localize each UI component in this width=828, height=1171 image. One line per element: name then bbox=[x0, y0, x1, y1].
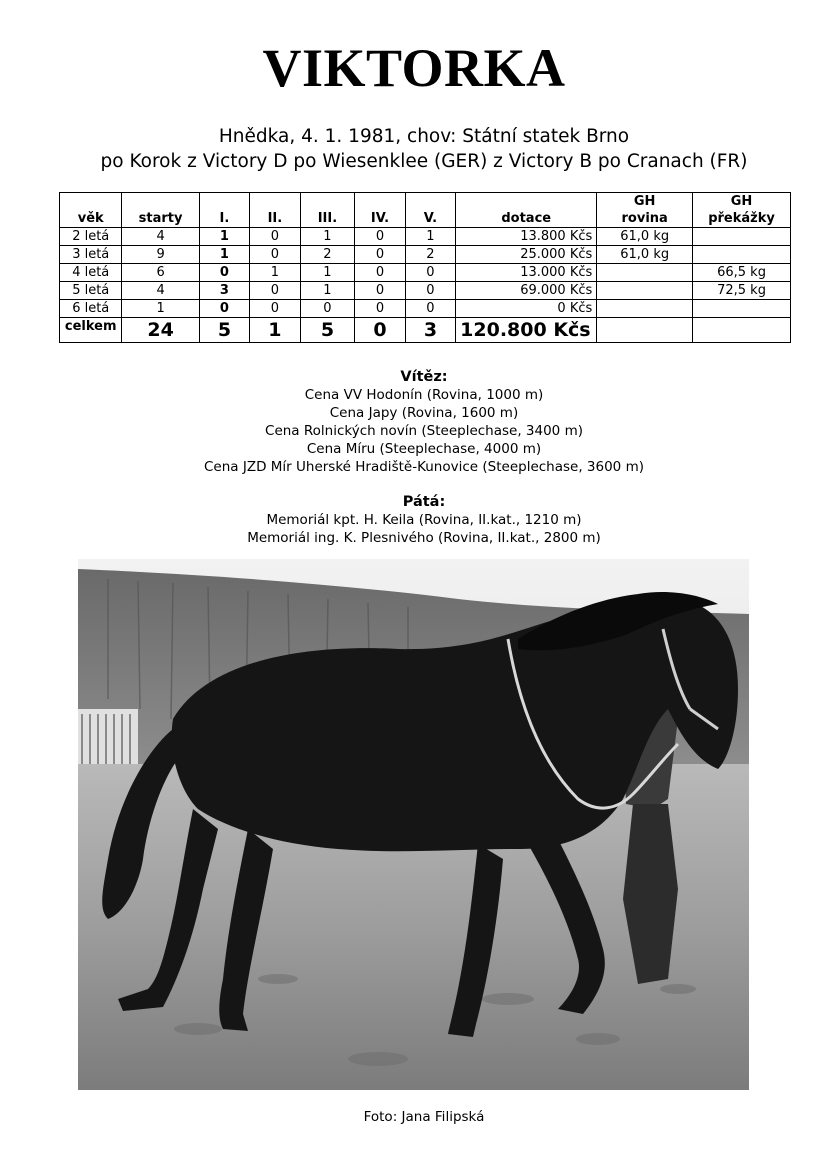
col-gh-hurdles-sub: překážky bbox=[708, 211, 775, 226]
cell-second: 0 bbox=[250, 282, 300, 300]
total-label: celkem bbox=[60, 318, 122, 343]
cell-starts: 9 bbox=[122, 246, 199, 264]
winner-section bbox=[0, 368, 828, 476]
cell-third: 2 bbox=[300, 246, 355, 264]
cell-third: 1 bbox=[300, 282, 355, 300]
cell-fifth: 0 bbox=[405, 264, 455, 282]
total-prize: 120.800 Kčs bbox=[456, 318, 597, 343]
cell-fourth: 0 bbox=[355, 282, 405, 300]
fifth-heading: Pátá: bbox=[402, 494, 446, 510]
horse-birth-breeder: Hnědka, 4. 1. 1981, chov: Státní statek Brno bbox=[218, 126, 630, 147]
table-row bbox=[60, 264, 791, 282]
cell-first: 1 bbox=[199, 246, 249, 264]
winner-race: Cena Japy (Rovina, 1600 m) bbox=[329, 405, 519, 421]
horse-photo-drawing bbox=[78, 559, 749, 1090]
cell-fifth: 1 bbox=[405, 228, 455, 246]
race-statistics-table bbox=[59, 192, 791, 343]
total-gh-flat bbox=[597, 318, 693, 343]
cell-prize: 69.000 Kčs bbox=[456, 282, 597, 300]
table-row bbox=[60, 282, 791, 300]
cell-third: 0 bbox=[300, 300, 355, 318]
cell-prize: 13.000 Kčs bbox=[456, 264, 597, 282]
col-age: věk bbox=[60, 193, 122, 228]
col-gh-hurdles: GH překážky bbox=[693, 193, 791, 228]
table-row bbox=[60, 228, 791, 246]
total-third: 5 bbox=[300, 318, 355, 343]
col-gh-flat-sub: rovina bbox=[621, 211, 668, 226]
cell-gh-hurdles: 66,5 kg bbox=[693, 264, 791, 282]
cell-prize: 0 Kčs bbox=[456, 300, 597, 318]
cell-starts: 1 bbox=[122, 300, 199, 318]
horse-pedigree: po Korok z Victory D po Wiesenklee (GER) z Victory B po Cranach (FR) bbox=[100, 151, 748, 172]
cell-age: 6 letá bbox=[60, 300, 122, 318]
total-fifth: 3 bbox=[405, 318, 455, 343]
col-fifth: V. bbox=[405, 193, 455, 228]
col-gh-flat: GH rovina bbox=[597, 193, 693, 228]
winner-race: Cena VV Hodonín (Rovina, 1000 m) bbox=[304, 387, 544, 403]
total-starts: 24 bbox=[122, 318, 199, 343]
cell-fourth: 0 bbox=[355, 300, 405, 318]
winner-race: Cena Míru (Steeplechase, 4000 m) bbox=[306, 441, 542, 457]
fifth-place-section bbox=[0, 493, 828, 547]
cell-third: 1 bbox=[300, 228, 355, 246]
photo-credit: Foto: Jana Filipská bbox=[363, 1109, 485, 1125]
total-gh-hurdles bbox=[693, 318, 791, 343]
horse-name-title: VIKTORKA bbox=[262, 38, 566, 98]
total-second: 1 bbox=[250, 318, 300, 343]
cell-third: 1 bbox=[300, 264, 355, 282]
cell-gh-flat: 61,0 kg bbox=[597, 246, 693, 264]
col-second: II. bbox=[250, 193, 300, 228]
cell-prize: 25.000 Kčs bbox=[456, 246, 597, 264]
fifth-race: Memoriál kpt. H. Keila (Rovina, II.kat., 1210 m) bbox=[266, 512, 582, 528]
table-header-row bbox=[60, 193, 791, 228]
cell-first: 3 bbox=[199, 282, 249, 300]
col-fourth: IV. bbox=[355, 193, 405, 228]
cell-second: 0 bbox=[250, 300, 300, 318]
fifth-race: Memoriál ing. K. Plesnivého (Rovina, II.kat., 2800 m) bbox=[247, 530, 601, 546]
col-first: I. bbox=[199, 193, 249, 228]
cell-starts: 4 bbox=[122, 282, 199, 300]
cell-second: 0 bbox=[250, 228, 300, 246]
col-prize-money: dotace bbox=[456, 193, 597, 228]
cell-gh-flat bbox=[597, 300, 693, 318]
winner-race: Cena Rolnických novín (Steeplechase, 3400 m) bbox=[265, 423, 583, 439]
total-fourth: 0 bbox=[355, 318, 405, 343]
cell-first: 0 bbox=[199, 300, 249, 318]
cell-age: 4 letá bbox=[60, 264, 122, 282]
horse-photo bbox=[78, 559, 749, 1090]
table-row bbox=[60, 246, 791, 264]
winner-heading: Vítěz: bbox=[400, 369, 448, 385]
cell-fifth: 2 bbox=[405, 246, 455, 264]
cell-fourth: 0 bbox=[355, 264, 405, 282]
cell-gh-hurdles bbox=[693, 228, 791, 246]
cell-gh-hurdles bbox=[693, 300, 791, 318]
cell-gh-hurdles bbox=[693, 246, 791, 264]
cell-first: 1 bbox=[199, 228, 249, 246]
col-third: III. bbox=[300, 193, 355, 228]
cell-first: 0 bbox=[199, 264, 249, 282]
cell-starts: 6 bbox=[122, 264, 199, 282]
cell-age: 2 letá bbox=[60, 228, 122, 246]
total-first: 5 bbox=[199, 318, 249, 343]
cell-gh-flat bbox=[597, 282, 693, 300]
cell-gh-flat: 61,0 kg bbox=[597, 228, 693, 246]
cell-age: 5 letá bbox=[60, 282, 122, 300]
cell-second: 1 bbox=[250, 264, 300, 282]
cell-starts: 4 bbox=[122, 228, 199, 246]
col-starts: starty bbox=[122, 193, 199, 228]
cell-prize: 13.800 Kčs bbox=[456, 228, 597, 246]
cell-fourth: 0 bbox=[355, 246, 405, 264]
cell-fifth: 0 bbox=[405, 282, 455, 300]
cell-gh-hurdles: 72,5 kg bbox=[693, 282, 791, 300]
cell-second: 0 bbox=[250, 246, 300, 264]
cell-fifth: 0 bbox=[405, 300, 455, 318]
cell-fourth: 0 bbox=[355, 228, 405, 246]
cell-gh-flat bbox=[597, 264, 693, 282]
table-row bbox=[60, 300, 791, 318]
table-total-row bbox=[60, 318, 791, 343]
winner-race: Cena JZD Mír Uherské Hradiště-Kunovice (Steeplechase, 3600 m) bbox=[204, 459, 644, 475]
cell-age: 3 letá bbox=[60, 246, 122, 264]
